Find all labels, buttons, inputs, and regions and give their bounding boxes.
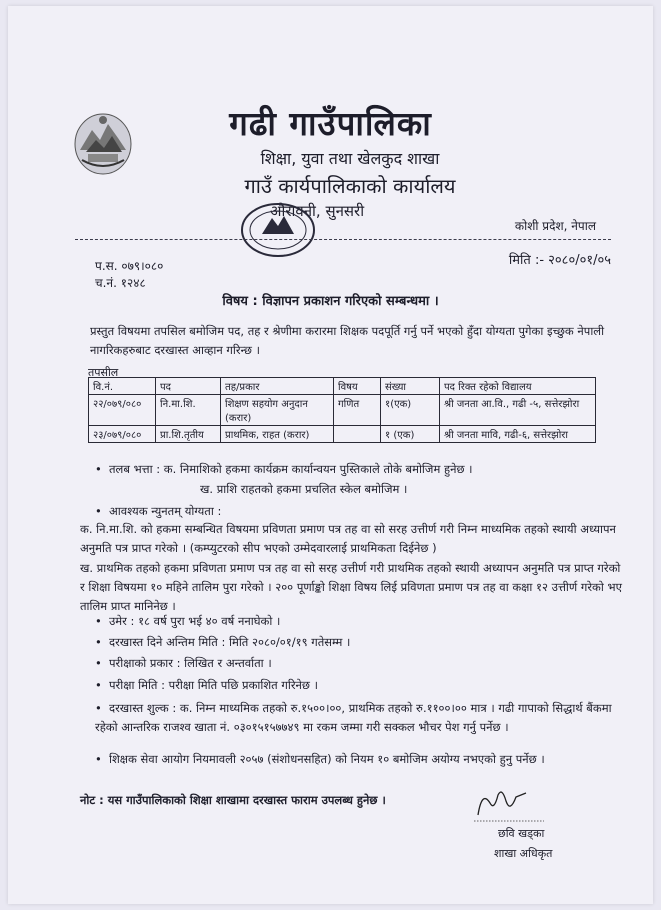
table-cell: १ (एक)	[381, 426, 440, 443]
bullet-icon: •	[95, 614, 102, 628]
letter-date: मिति :- २०८०/०१/०५	[508, 253, 611, 268]
bullet-icon: •	[95, 635, 102, 649]
bullet-icon: •	[95, 701, 102, 715]
bullet-icon: •	[95, 678, 102, 692]
table-cell: नि.मा.शि.	[156, 395, 221, 426]
column-header: वि.नं.	[89, 378, 156, 395]
bullet-icon: •	[95, 656, 102, 670]
header-divider	[75, 239, 611, 240]
qualification-b: ख. प्राथमिक तहको हकमा प्रविणता प्रमाण पत्र तह वा सो सरह उत्तीर्ण गरी प्राथमिक तहको स्थायी अध्यापन अनुमति पत्र प्राप्त गरेको र शिक्षा विषयमा १० महिने तालिम पुरा गरेको । २०० पूर्णाङ्को शिक्षा विषय लिई प्रविणता प्रमाण पत्र तह वा कक्षा १२ उत्तीर्ण गरेको भए तालिम प्राप्त मानिनेछ ।	[80, 561, 622, 613]
table-cell: १(एक)	[381, 395, 440, 426]
bullet-icon: •	[95, 752, 102, 766]
column-header: तह/प्रकार	[221, 378, 334, 395]
bullet-deadline: • दरखास्त दिने अन्तिम मिति : मिति २०८०/०१/१९ गतेसम्म ।	[95, 635, 351, 649]
signatory-name: छवि खड्का	[498, 827, 545, 840]
note-text: नोट : यस गाउँपालिकाको शिक्षा शाखामा दरखास्त फाराम उपलब्ध हुनेछ ।	[80, 793, 386, 807]
ps-number: प.स. ०७९।०८०	[95, 259, 164, 273]
qualification-a: क. नि.मा.शि. को हकमा सम्बन्धित विषयमा प्रविणता प्रमाण पत्र तह वा सो सरह उत्तीर्ण गरी निम्न माध्यमिक तहको स्थायी अध्यापन अनुमति पत्र प्राप्त गरेको । (कम्प्युटरको सीप भएको उम्मेदवारलाई प्राथमिकता दिईनेछ )	[80, 522, 616, 555]
office-name: गाउँ कार्यपालिकाको कार्यालय	[244, 174, 456, 198]
office-location: औरावनी, सुनसरी	[270, 202, 365, 220]
table-header-row	[89, 378, 596, 395]
bullet-age: • उमेर : १८ वर्ष पुरा भई ४० वर्ष ननाघेको ।	[95, 614, 281, 628]
bullet-icon: •	[95, 504, 102, 518]
bullet-exam-type: • परीक्षाको प्रकार : लिखित र अन्तर्वाता ।	[95, 656, 272, 670]
salary-line-a: • तलब भत्ता : क. निमाशिको हकमा कार्यक्रम कार्यान्वयन पुस्तिकाले तोके बमोजिम हुनेछ ।	[95, 462, 473, 476]
vacancy-table	[88, 377, 596, 443]
salary-line-b: ख. प्राशि राहतको हकमा प्रचलित स्केल बमोजिम ।	[200, 482, 408, 496]
branch-name: शिक्षा, युवा तथा खेलकुद शाखा	[260, 149, 440, 168]
column-header: पद रिक्त रहेको विद्यालय	[440, 378, 596, 395]
column-header: संख्या	[381, 378, 440, 395]
column-header: विषय	[334, 378, 381, 395]
table-row	[89, 426, 596, 443]
intro-paragraph: प्रस्तुत विषयमा तपसिल बमोजिम पद, तह र श्रेणीमा करारमा शिक्षक पदपूर्ति गर्नु पर्ने भएको हुँदा योग्यता पुगेका इच्छुक नेपाली नागरिकहरुबाट दरखास्त आव्हान गरिन्छ ।	[90, 324, 605, 357]
qualification-heading: • आवश्यक न्युनतम् योग्यता :	[95, 504, 222, 518]
bullet-fee: • दरखास्त शुल्क : क. निम्न माध्यमिक तहको रु.१५००।००, प्राथमिक तहको रु.११००।०० मात्र । गढी गापाको सिद्धार्थ बैंकमा रहेको आन्तरिक राजश्व खाता नं. ०३०१५१५७७४९ मा रकम जम्मा गरी सक्कल भौचर पेश गर्नु पर्नेछ ।	[95, 701, 612, 734]
table-cell: श्री जनता आ.वि., गढी -५, सत्तेरझोरा	[440, 395, 596, 426]
table-row	[89, 395, 596, 426]
bullet-exam-date: • परीक्षा मिति : परीक्षा मिति पछि प्रकाशित गरिनेछ ।	[95, 678, 319, 692]
table-cell: २३/०७९/०८०	[89, 426, 156, 443]
bullet-icon: •	[95, 462, 102, 476]
table-cell: प्राथमिक, राहत (करार)	[221, 426, 334, 443]
column-header: पद	[156, 378, 221, 395]
municipality-title: गढी गाउँपालिका	[229, 104, 432, 143]
table-cell: श्री जनता मावि, गढी-६, सत्तेरझोरा	[440, 426, 596, 443]
letter-subject: विषय : विज्ञापन प्रकाशन गरिएको सम्बन्धमा ।	[222, 294, 439, 309]
signature-mark	[468, 785, 548, 825]
province-name: कोशी प्रदेश, नेपाल	[514, 219, 596, 233]
table-cell: प्रा.शि.तृतीय	[156, 426, 221, 443]
tapsil-label: तपसील	[88, 366, 119, 379]
office-stamp	[238, 200, 318, 260]
table-cell: शिक्षण सहयोग अनुदान (करार)	[221, 395, 334, 426]
table-cell: गणित	[334, 395, 381, 426]
dispatch-number: च.नं. १२४८	[95, 276, 146, 290]
table-cell: २२/०७९/०८०	[89, 395, 156, 426]
table-cell	[334, 426, 381, 443]
signatory-title: शाखा अधिकृत	[494, 847, 553, 860]
bullet-rules: • शिक्षक सेवा आयोग नियमावली २०५७ (संशोधनसहित) को नियम १० बमोजिम अयोग्य नभएको हुनु पर्नेछ ।	[95, 752, 545, 766]
